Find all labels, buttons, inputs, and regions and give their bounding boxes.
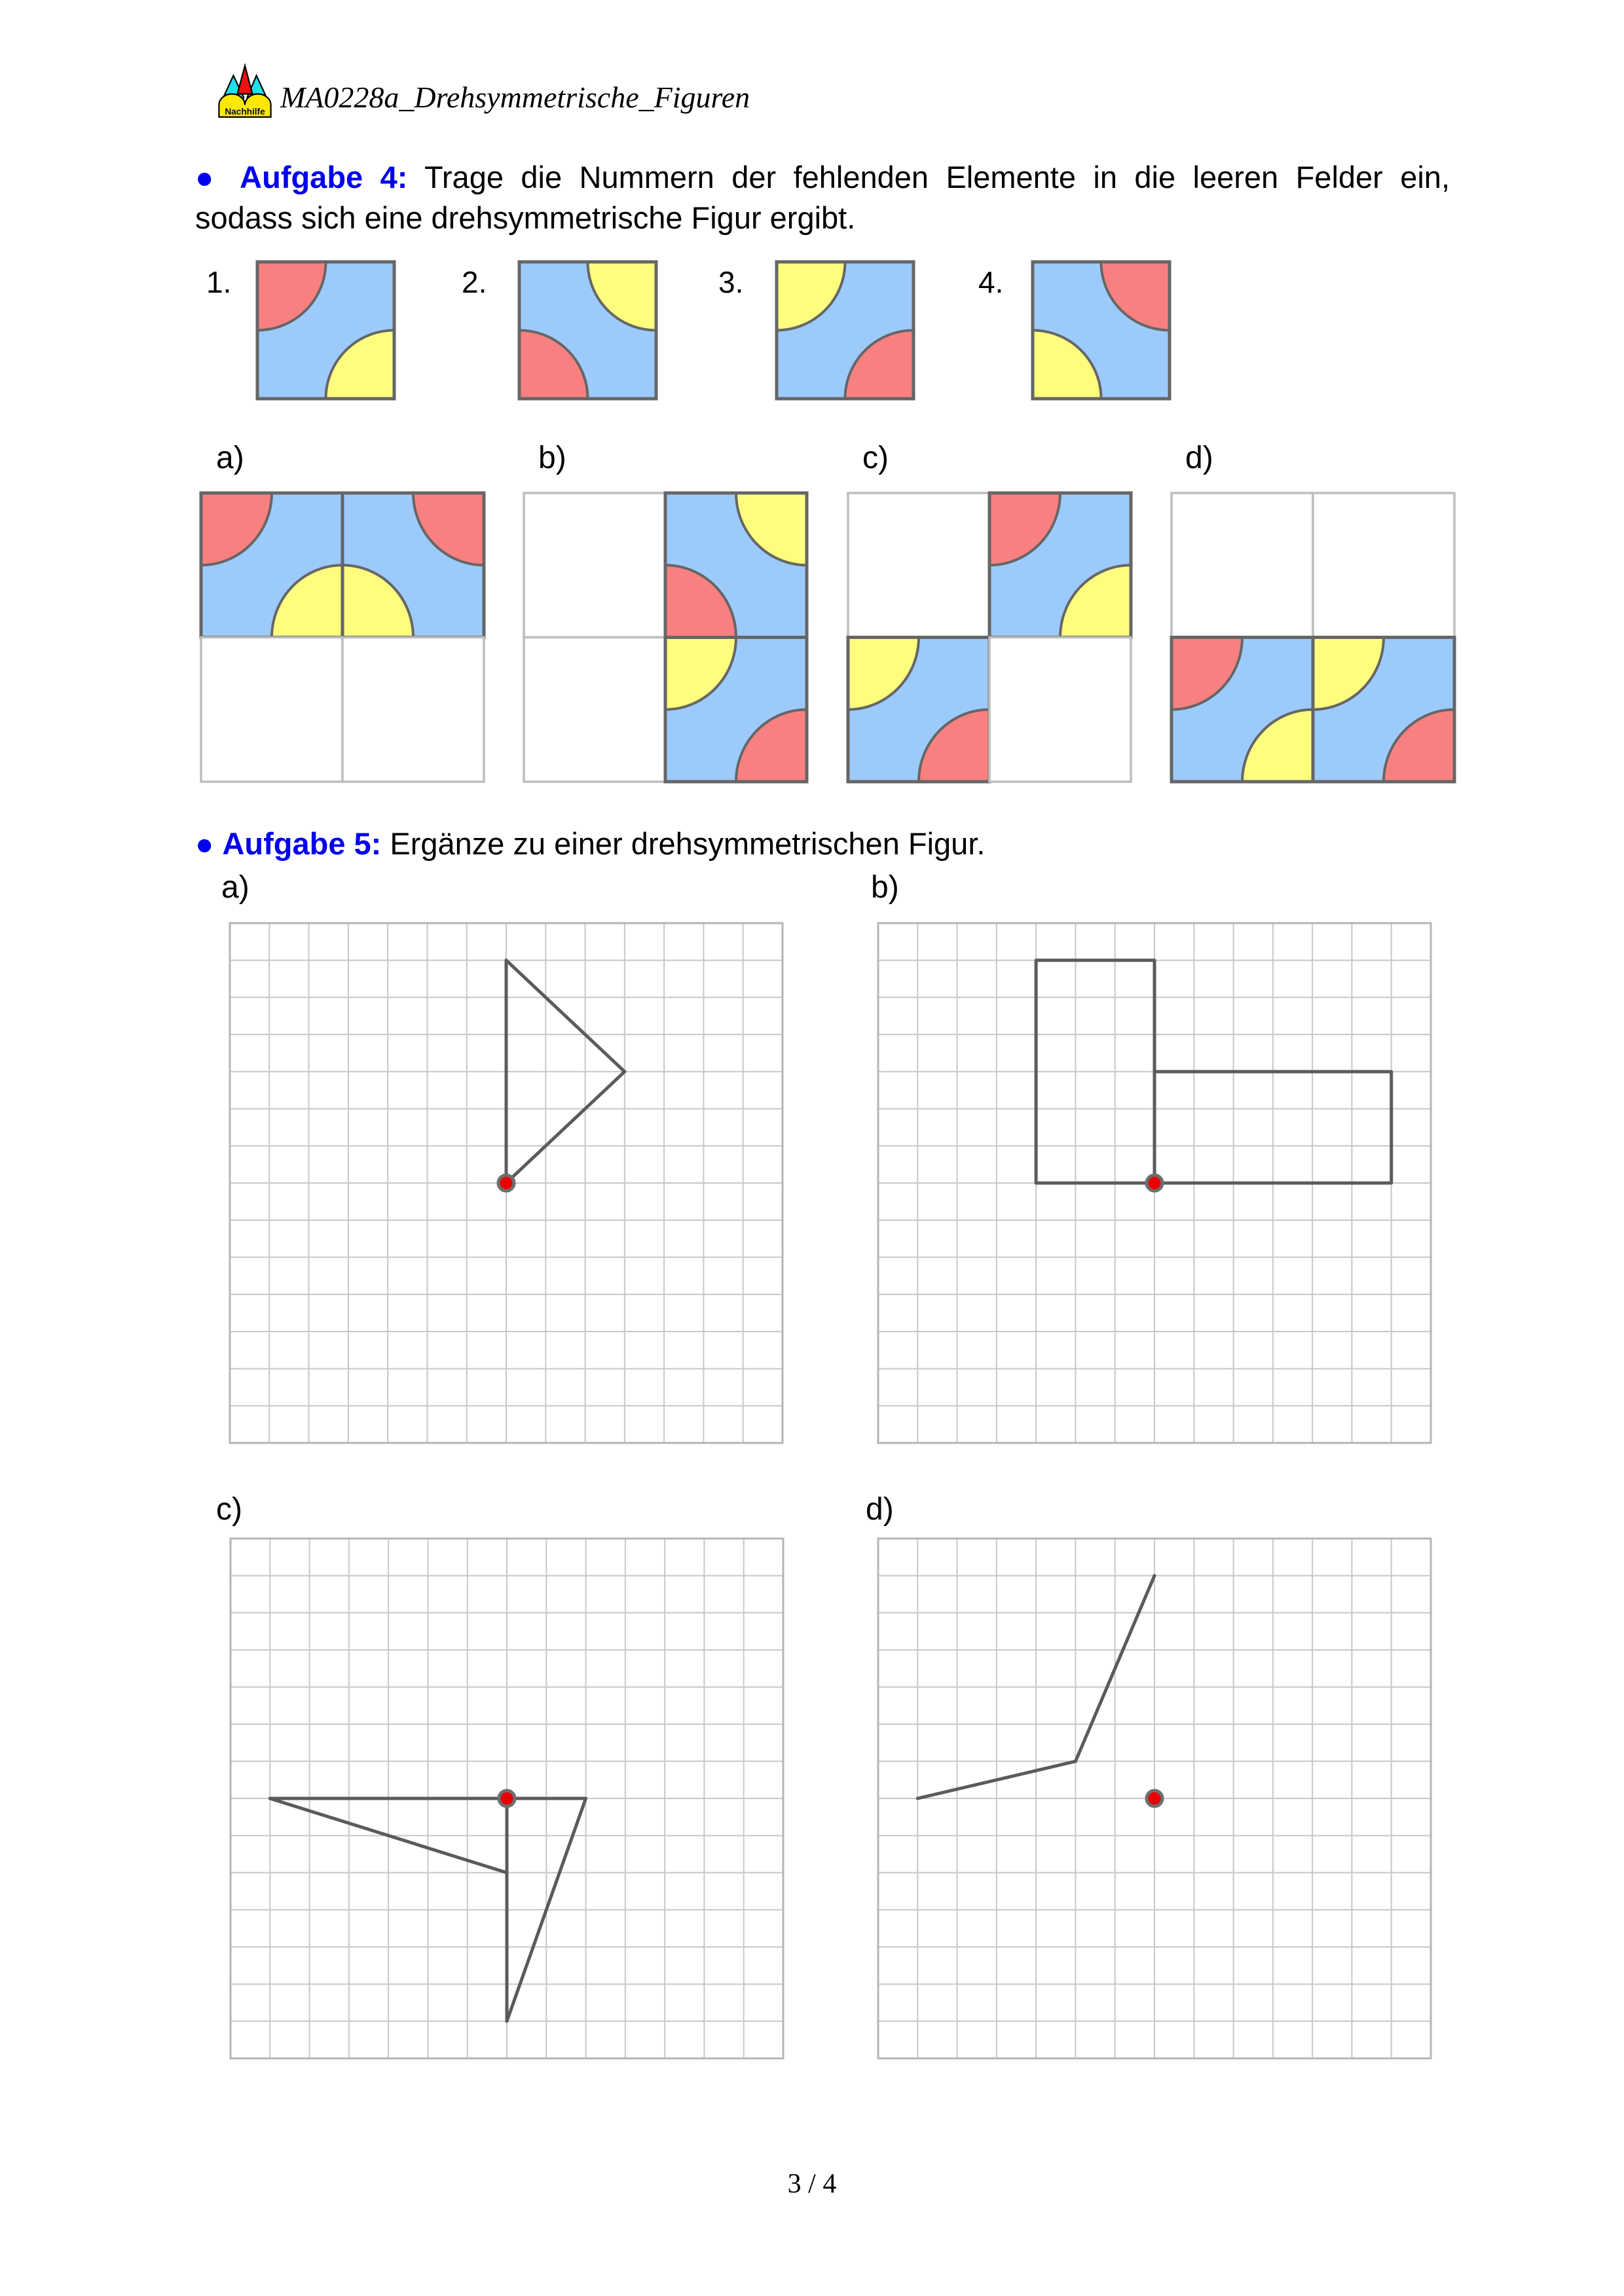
grid4-label-d: d)	[1185, 441, 1213, 475]
answer-grid-c[interactable]	[848, 493, 1131, 782]
task5-heading	[195, 824, 1450, 864]
rotation-center-dot	[498, 1175, 514, 1191]
grid4-label-a: a)	[216, 441, 244, 475]
figure-grid-d[interactable]	[878, 1539, 1431, 2058]
answer-grid-b[interactable]	[524, 493, 807, 782]
grid5-label-b: b)	[871, 870, 899, 905]
grid4-label-b: b)	[538, 441, 566, 475]
rotation-center-dot	[1147, 1175, 1162, 1191]
task5-instruction: Ergänze zu einer drehsymmetrischen Figur.	[390, 826, 986, 861]
answer-grid-a[interactable]	[201, 493, 484, 782]
grid4-label-c: c)	[862, 441, 889, 475]
task4-heading	[195, 157, 1450, 197]
task5-label: Aufgabe 5:	[222, 826, 382, 861]
nachhilfe-logo	[216, 63, 274, 120]
tile-number-3: 3.	[718, 265, 744, 299]
task4-label: Aufgabe 4:	[240, 160, 408, 194]
pattern-tile-4	[1031, 260, 1172, 401]
rotation-center-dot	[1147, 1791, 1162, 1806]
task4-instruction-line1: Trage die Nummern der fehlenden Elemente in die leeren Felder ein,	[424, 160, 1450, 194]
answer-grid-d[interactable]	[1172, 493, 1454, 782]
figure-grid-c[interactable]	[231, 1539, 783, 2058]
tile-number-1: 1.	[206, 265, 232, 299]
pattern-tile-3	[775, 260, 915, 401]
figure-grid-a[interactable]	[230, 923, 783, 1443]
pattern-tile-2	[517, 260, 658, 401]
task4-instruction-line2: sodass sich eine drehsymmetrische Figur ergibt.	[195, 200, 856, 235]
document-title: MA0228a_Drehsymmetrische_Figuren	[280, 81, 750, 114]
logo-peak-red-icon	[238, 65, 253, 94]
page-number: 3 / 4	[787, 2169, 837, 2199]
grid5-label-d: d)	[866, 1492, 894, 1527]
task5-bullet: ●	[195, 826, 214, 861]
task4-bullet: ●	[195, 160, 223, 194]
figure-grid-b[interactable]	[878, 923, 1431, 1443]
grid5-label-c: c)	[216, 1492, 242, 1527]
rotation-center-dot	[499, 1791, 515, 1806]
logo-text: Nachhilfe	[225, 107, 265, 117]
grid5-label-a: a)	[221, 870, 249, 905]
tile-number-2: 2.	[462, 265, 487, 299]
pattern-tile-1	[255, 260, 396, 401]
tile-number-4: 4.	[978, 265, 1004, 299]
